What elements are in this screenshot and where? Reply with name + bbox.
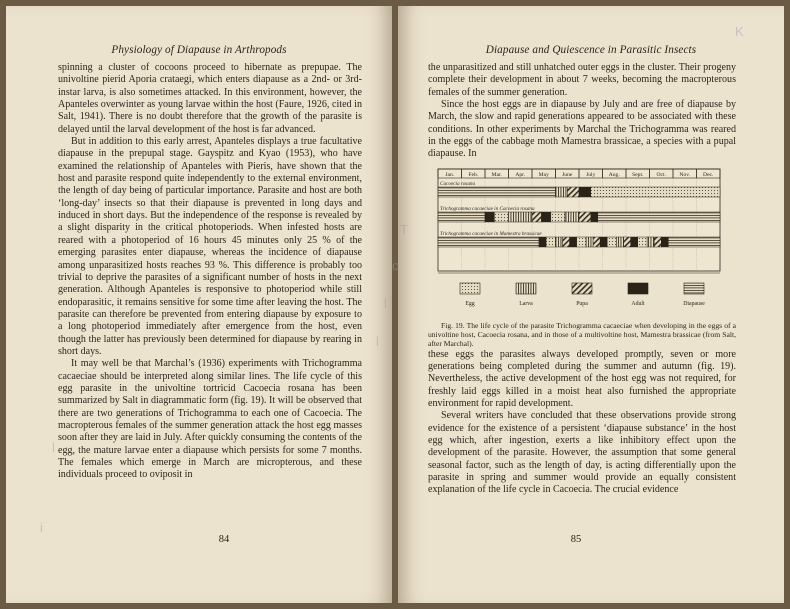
stage-segment [668,237,720,247]
stage-segment [579,212,591,222]
legend-label: Pupa [576,300,588,307]
right-paragraph-3: these eggs the parasites always developed promptly, seven or more generations being completed during the summer and autumn (fig. 19). Nevertheless, the active development of the host egg was not required, for freshly laid eggs killed in a moist heat also furnished the appropriate environment for rapid development. [428,348,736,410]
watermark-letter: T [400,222,408,237]
left-body-text [58,62,362,482]
right-folio: 85 [570,534,582,545]
stage-segment [541,212,550,222]
left-running-head: Physiology of Diapause in Arthropods [111,44,287,56]
left-folio: 84 [218,534,230,545]
left-paragraph-1: spinning a cluster of cocoons proceed to hibernate as prepupae. The univoltine pierid Aporia crataegi, which enters diapause as a 2nd- or 3rd-instar larva, is also sometimes attacked. In this environment, however, the Apanteles overwinter as young larvae within the host (Faure, 1926, cited in Salt, 1941). There is no doubt therefore that the growth of the parasite is delayed until the larval development of the host is far advanced. [58,62,362,135]
watermark-letter: i [40,520,43,535]
stage-segment [647,237,654,247]
stage-segment [438,212,485,222]
stage-segment [539,237,546,247]
stage-segment [556,237,563,247]
stage-segment [570,237,577,247]
legend-swatch [628,283,648,294]
stage-segment [598,212,720,222]
legend-swatch [684,283,704,294]
right-paragraph-4: Several writers have concluded that these observations provide strong evidence for the existence of a persistent ‘diapause substance’ in the host egg which, after ingestion, exerts a like inhibitory effect upon the development of the parasite. However, the assumption that some general seasonal factor, such as the length of day, is acting differentially upon the parasite in spring and summer would provide an equally consistent explanation of the life cycle in Cacoecia. The crucial evidence [428,410,736,496]
stage-segment [661,237,668,247]
left-page [6,6,392,603]
stage-segment [438,187,556,197]
left-paragraph-3: It may well be that Marchal’s (1936) experiments with Trichogramma cacaeciae should be interpreted along similar lines. The life cycle of this egg parasite in the univoltine tortricid Cacoecia rosana has been summarized by Salt in diagrammatic form (fig. 19). It will be observed that there are two generations of Trichogramma to each one of Cacoecia. The macropterous females of the summer generation attack the host egg masses soon after they are laid in July. After quickly consuming the contents of the egg, the mature larvae enter a diapause which persists for some 7 months. The females which emerge in March are micropterous, and these individuals proceed to oviposit in [58,358,362,481]
legend-label: Egg [465,300,475,307]
month-label: Mar. [491,171,502,178]
month-label: Oct. [656,171,666,178]
stage-segment [617,237,624,247]
watermark-letter: o [392,258,400,273]
stage-segment [579,187,591,197]
stage-segment [591,187,720,197]
legend-label: Adult [631,300,645,307]
right-paragraph-2: Since the host eggs are in diapause by July and are free of diapause by March, the slow and rapid generations appeared to be associated with these conditions. In other experiments by Marchal the Trichogramma was reared in the eggs of the cabbage moth Mamestra brassicae, a species with a pupal diapause. In [428,99,736,160]
stage-segment [624,237,631,247]
stage-segment [638,237,647,247]
stage-segment [631,237,638,247]
month-label: Sept. [632,171,644,178]
month-label: June [562,171,573,178]
legend-swatch [460,283,480,294]
month-label: Dec. [703,171,714,178]
stage-segment [600,237,607,247]
stage-segment [607,237,616,247]
stage-segment [565,212,579,222]
month-label: Jan. [445,171,455,178]
stage-segment [577,237,586,247]
stage-segment [532,212,541,222]
left-paragraph-2: But in addition to this early arrest, Apanteles displays a true facultative diapause in the prepupal stage. Gayspitz and Kyao (1953), who have examined the relationship of Apanteles with Pieris, have shown that the host and parasite respond quite independently to the external environment, the length of day being of particular importance. Parasite and host are both ‘long-day’ insects so that their diapause is prevented in long days and induced in short days. But the independence of the response is revealed by a slight disparity in the critical photoperiods. When infested hosts are reared with a photoperiod of 16 hours 45 minutes only 25 % of the emerging parasites enter diapause, whereas the incidence of diapause among unparasitized hosts reaches 93 %. This difference is probably too trivial to deprive the parasites of a significant number of hosts in the next generation. Although Apanteles is responsive to photoperiod while still endoparasitic, it remains sensitive for some time after leaving the host. The parasite can therefore be prevented from entering diapause by exposure to a long photoperiod immediately after emergence from the host, even though the latter has previously been determined for diapause by rearing in short days. [58,136,362,357]
stage-segment [654,237,661,247]
month-label: July [586,171,596,178]
month-label: Nov. [679,171,691,178]
legend-swatch [516,283,536,294]
stage-segment [586,237,593,247]
stage-segment [485,212,494,222]
stage-segment [509,212,533,222]
life-cycle-diagram [428,165,730,317]
stage-segment [563,237,570,247]
stage-segment [438,237,539,247]
life-cycle-figure [428,165,730,317]
legend-label: Larva [519,300,533,307]
right-paragraph-1: the unparasitized and still unhatched outer eggs in the cluster. Their progeny complete their development in about 7 weeks, becoming the macropterous females of the summer generation. [428,62,736,98]
stage-segment [567,187,579,197]
stage-segment [591,212,598,222]
figure-caption: Fig. 19. The life cycle of the parasite Trichogramma cacaeciae when developing in the eggs of a univoltine host, Cacoecia rosana, and in those of a multivoltine host, Mamestra brassicae (from Salt, after Marchal). [428,320,736,349]
month-label: Apr. [515,171,526,178]
stage-segment [593,237,600,247]
month-label: Feb. [468,171,479,178]
right-page [398,6,784,603]
watermark-letter: l [384,296,387,311]
legend-label: Diapause [683,300,705,307]
watermark-letter: l [376,334,379,349]
stage-segment [551,212,565,222]
legend-swatch [572,283,592,294]
watermark-letter: l [52,440,55,455]
month-label: Aug. [608,171,620,178]
stage-segment [556,187,568,197]
stage-segment [546,237,555,247]
month-label: May [538,171,549,178]
row-label: Trichogramma cacaeciae in Mamestra brassicae [440,230,542,237]
stage-segment [494,212,508,222]
right-body-text [428,62,736,497]
row-label: Trichogramma cacaeciae in Cacoecia rosana [440,205,535,212]
watermark-letter: K [735,24,744,39]
row-label: Cacoecia rosana [440,180,476,187]
right-running-head: Diapause and Quiescence in Parasitic Insects [485,44,697,56]
